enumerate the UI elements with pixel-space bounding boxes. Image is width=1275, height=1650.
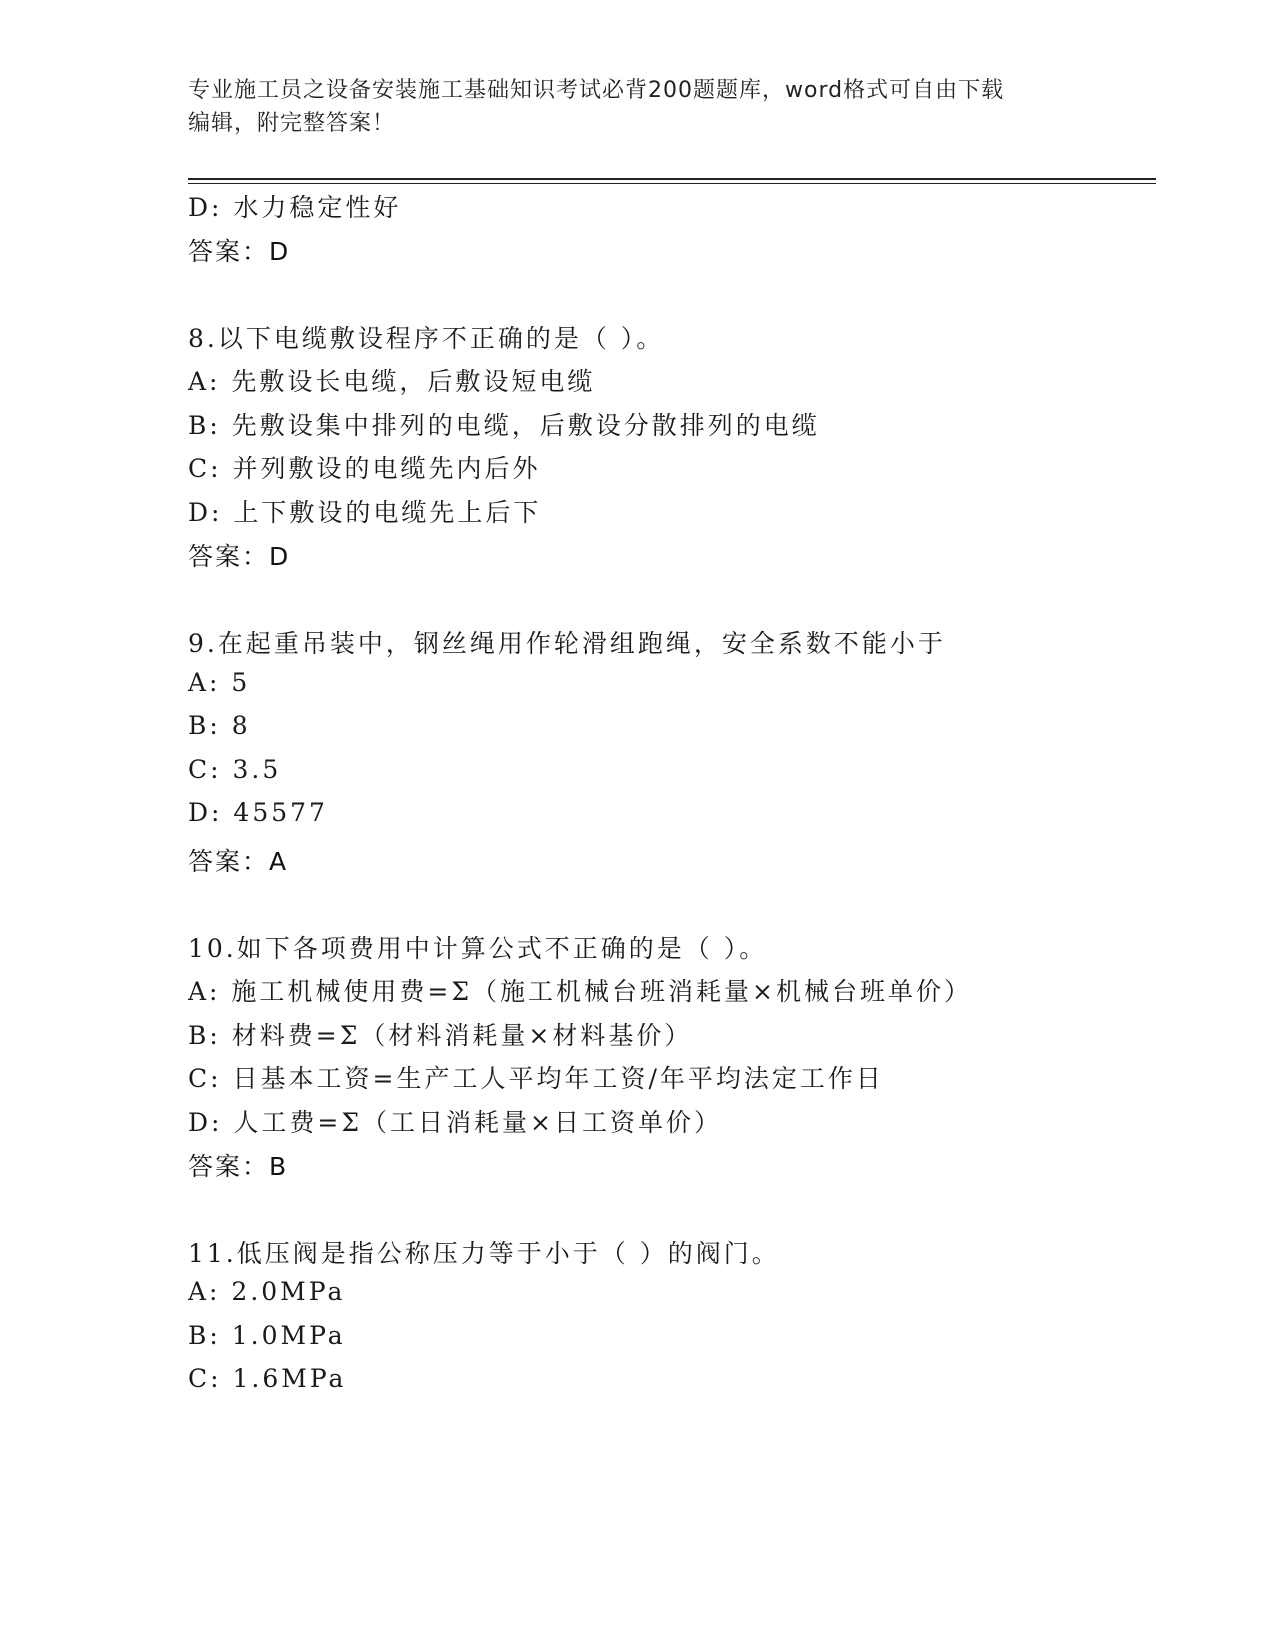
q10-option-a: A: 施工机械使用费=Σ（施工机械台班消耗量×机械台班单价） bbox=[188, 977, 972, 1006]
q9-answer: 答案：A bbox=[188, 847, 289, 876]
q11-option-b: B: 1.0MPa bbox=[188, 1321, 346, 1350]
q9-option-b: B: 8 bbox=[188, 711, 251, 740]
q10-answer: 答案：B bbox=[188, 1152, 289, 1181]
q7-option-d: D: 水力稳定性好 bbox=[188, 193, 402, 222]
q11-option-a: A: 2.0MPa bbox=[188, 1277, 346, 1306]
q9-option-a: A: 5 bbox=[188, 668, 251, 697]
q10-option-b: B: 材料费=Σ（材料消耗量×材料基价） bbox=[188, 1021, 693, 1050]
q8-option-d: D: 上下敷设的电缆先上后下 bbox=[188, 498, 542, 527]
q8-option-b: B: 先敷设集中排列的电缆，后敷设分散排列的电缆 bbox=[188, 411, 820, 440]
header-line-2: 编辑，附完整答案！ bbox=[188, 111, 396, 136]
q10-option-c: C: 日基本工资=生产工人平均年工资/年平均法定工作日 bbox=[188, 1064, 884, 1093]
q10-stem: 10.如下各项费用中计算公式不正确的是（ ）。 bbox=[188, 934, 768, 963]
q8-stem: 8.以下电缆敷设程序不正确的是（ ）。 bbox=[188, 324, 665, 353]
header-divider-thin bbox=[188, 183, 1156, 184]
q10-option-d: D: 人工费=Σ（工日消耗量×日工资单价） bbox=[188, 1108, 722, 1137]
q11-option-c: C: 1.6MPa bbox=[188, 1364, 347, 1393]
q8-option-a: A: 先敷设长电缆，后敷设短电缆 bbox=[188, 367, 596, 396]
q9-option-c: C: 3.5 bbox=[188, 755, 282, 784]
header-divider-thick bbox=[188, 178, 1156, 180]
q11-stem: 11.低压阀是指公称压力等于小于（ ）的阀门。 bbox=[188, 1239, 780, 1268]
q9-option-d: D: 45577 bbox=[188, 798, 328, 827]
document-header bbox=[188, 74, 1068, 140]
q7-answer: 答案：D bbox=[188, 237, 291, 266]
q9-stem: 9.在起重吊装中，钢丝绳用作轮滑组跑绳，安全系数不能小于 bbox=[188, 629, 946, 658]
q8-option-c: C: 并列敷设的电缆先内后外 bbox=[188, 454, 541, 483]
q8-answer: 答案：D bbox=[188, 542, 291, 571]
header-line-1: 专业施工员之设备安装施工基础知识考试必背200题题库，word格式可自由下载 bbox=[188, 78, 1005, 103]
